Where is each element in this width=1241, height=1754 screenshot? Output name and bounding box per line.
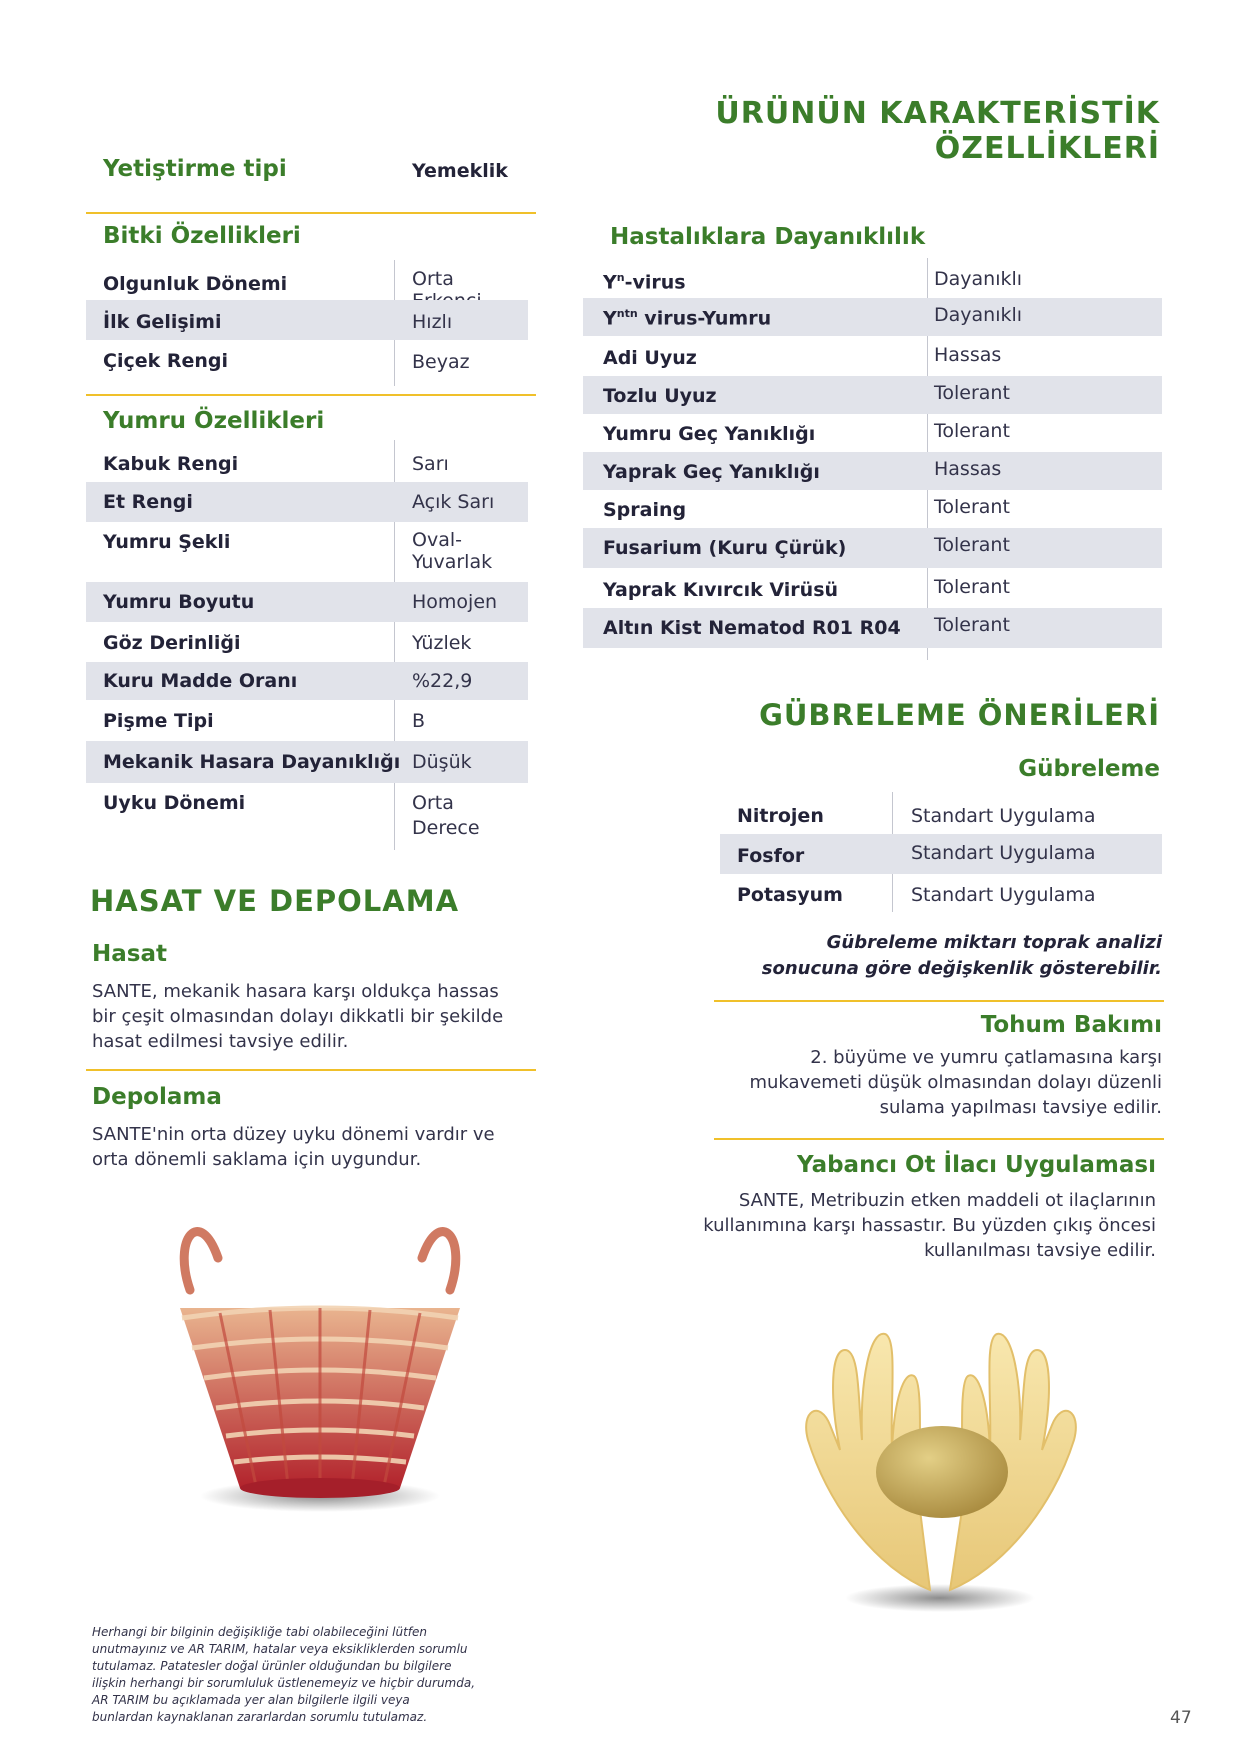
disease-label-text: Altın Kist Nematod R01 R04 xyxy=(603,617,901,639)
harvest-line: SANTE, mekanik hasara karşı oldukça hassas xyxy=(92,981,499,1002)
fertilization-row-value: Standart Uygulama xyxy=(911,805,1096,827)
page-title: ÜRÜNÜN KARAKTERİSTİK ÖZELLİKLERİ xyxy=(715,96,1160,166)
tuber-row-value: B xyxy=(412,710,426,732)
disease-row xyxy=(583,414,1162,452)
disease-row xyxy=(583,570,1162,608)
disclaimer-line: AR TARIM bu açıklamada yer alan bilgilerle ilgili veya xyxy=(92,1693,410,1707)
fertilization-note-line: Gübreleme miktarı toprak analizi xyxy=(826,932,1162,953)
plant-row-label: İlk Gelişimi xyxy=(103,311,222,333)
tuber-row xyxy=(86,700,528,740)
tuber-row-value-line: Orta xyxy=(412,792,454,814)
fertilization-row xyxy=(720,834,1162,874)
disease-label-text: -virus xyxy=(624,271,686,294)
storage-title: Depolama xyxy=(92,1084,222,1110)
page-number: 47 xyxy=(1170,1708,1192,1728)
disease-row-value: Tolerant xyxy=(934,420,1010,442)
disease-label-text: Yumru Geç Yanıklığı xyxy=(603,423,816,445)
disease-row-label xyxy=(603,461,820,483)
seed-care-line: 2. büyüme ve yumru çatlamasına karşı xyxy=(810,1047,1162,1068)
plant-row-value: Beyaz xyxy=(412,351,470,373)
disease-row xyxy=(583,262,1162,298)
disease-row-label xyxy=(603,499,686,521)
divider xyxy=(714,1138,1164,1140)
disease-row xyxy=(583,608,1162,648)
tuber-row xyxy=(86,482,528,522)
disclaimer-line: ilişkin herhangi bir sorumluluk üstlenemeyiz ve hiçbir durumda, xyxy=(92,1676,476,1690)
potato-basket-image xyxy=(160,1218,480,1518)
tuber-row xyxy=(86,522,528,580)
tuber-row-value-line: Derece xyxy=(412,817,480,839)
disease-row-value: Dayanıklı xyxy=(934,304,1023,326)
tuber-row xyxy=(86,784,528,850)
disease-label-text: Y xyxy=(603,307,617,330)
disease-row-value: Dayanıklı xyxy=(934,268,1023,290)
tuber-row-value: Yüzlek xyxy=(412,632,472,654)
disease-row xyxy=(583,490,1162,528)
fertilization-row xyxy=(720,874,1162,914)
fertilization-row-value: Standart Uygulama xyxy=(911,884,1096,906)
cultivation-value: Yemeklik xyxy=(412,160,508,182)
disease-row-label xyxy=(603,537,846,559)
storage-text xyxy=(92,1122,532,1172)
disease-section-title: Hastalıklara Dayanıklılık xyxy=(610,224,926,250)
tuber-row-label: Kuru Madde Oranı xyxy=(103,670,298,692)
fertilization-subtitle: Gübreleme xyxy=(1018,756,1160,782)
harvest-title: Hasat xyxy=(92,941,167,967)
disease-row-value: Hassas xyxy=(934,458,1002,480)
tuber-row-label: Kabuk Rengi xyxy=(103,453,239,475)
storage-line: SANTE'nin orta düzey uyku dönemi vardır ve xyxy=(92,1124,495,1145)
disease-row-label xyxy=(603,307,771,329)
disease-row-value: Tolerant xyxy=(934,496,1010,518)
herbicide-title: Yabancı Ot İlacı Uygulaması xyxy=(797,1152,1156,1178)
tuber-row-label: Pişme Tipi xyxy=(103,710,214,732)
plant-row-label: Çiçek Rengi xyxy=(103,350,229,372)
disclaimer-line: unutmayınız ve AR TARIM, hatalar veya eksikliklerden sorumlu xyxy=(92,1642,468,1656)
disease-row-value: Tolerant xyxy=(934,534,1010,556)
harvest-line: hasat edilmesi tavsiye edilir. xyxy=(92,1031,349,1052)
disclaimer-line: tutulamaz. Patatesler doğal ürünler olduğundan bu bilgilere xyxy=(92,1659,452,1673)
tuber-row-value-line: Yuvarlak xyxy=(412,551,493,573)
harvest-line: bir çeşit olmasından dolayı dikkatli bir şekilde xyxy=(92,1006,504,1027)
tuber-row-value xyxy=(412,529,492,573)
disclaimer-line: bunlardan kaynaklanan zararlardan sorumlu tutulamaz. xyxy=(92,1710,428,1724)
disease-row xyxy=(583,376,1162,414)
tuber-row-label: Et Rengi xyxy=(103,491,193,513)
disease-row xyxy=(583,338,1162,376)
disease-row-value: Hassas xyxy=(934,344,1002,366)
tuber-row-label: Yumru Boyutu xyxy=(103,591,255,613)
tuber-row-value xyxy=(412,791,480,841)
disclaimer-line: Herhangi bir bilginin değişikliğe tabi olabileceğini lütfen xyxy=(92,1625,427,1639)
disease-row xyxy=(583,528,1162,568)
tuber-row-value-line: Oval- xyxy=(412,529,462,551)
seed-care-line: sulama yapılması tavsiye edilir. xyxy=(879,1097,1162,1118)
tuber-row xyxy=(86,443,528,481)
seed-care-text xyxy=(680,1045,1162,1120)
plant-row-value: Hızlı xyxy=(412,311,453,333)
disease-label-text: Spraing xyxy=(603,499,687,521)
tuber-section-title: Yumru Özellikleri xyxy=(103,408,325,434)
disease-row xyxy=(583,452,1162,490)
disease-row-label xyxy=(603,579,838,601)
disclaimer xyxy=(92,1624,552,1726)
tuber-row-label: Göz Derinliği xyxy=(103,632,241,654)
disease-label-text: Yaprak Kıvırcık Virüsü xyxy=(603,579,839,601)
tuber-row-value: Sarı xyxy=(412,453,449,475)
fertilization-note xyxy=(700,930,1162,982)
plant-row xyxy=(86,262,528,300)
herbicide-line: kullanılması tavsiye edilir. xyxy=(924,1240,1156,1261)
potato-hands-image xyxy=(790,1320,1100,1620)
disease-row-label xyxy=(603,423,815,445)
storage-line: orta dönemli saklama için uygundur. xyxy=(92,1149,422,1170)
tuber-row xyxy=(86,582,528,622)
harvest-text xyxy=(92,979,532,1054)
disease-row-value: Tolerant xyxy=(934,614,1010,636)
tuber-row-label: Uyku Dönemi xyxy=(103,792,246,814)
disease-label-text: virus-Yumru xyxy=(637,307,772,330)
disease-label-text: Fusarium (Kuru Çürük) xyxy=(603,537,847,559)
disease-row-value: Tolerant xyxy=(934,576,1010,598)
herbicide-line: kullanımına karşı hassastır. Bu yüzden çıkış öncesi xyxy=(703,1215,1156,1236)
divider xyxy=(86,212,536,214)
disease-label-superscript: n xyxy=(616,271,625,284)
disease-row-label xyxy=(603,385,717,407)
disease-label-text: Adi Uyuz xyxy=(603,347,697,369)
tuber-row xyxy=(86,622,528,662)
disease-row-label xyxy=(603,271,686,293)
fertilization-row-label: Fosfor xyxy=(737,845,805,867)
seed-care-line: mukavemeti düşük olmasından dolayı düzenli xyxy=(749,1072,1162,1093)
plant-section-title: Bitki Özellikleri xyxy=(103,223,301,249)
plant-row xyxy=(86,300,528,340)
herbicide-text xyxy=(640,1188,1156,1263)
disease-label-text: Yaprak Geç Yanıklığı xyxy=(603,461,820,483)
tuber-row-label: Yumru Şekli xyxy=(103,531,231,553)
fertilization-row-label: Nitrojen xyxy=(737,805,824,827)
disease-row-value: Tolerant xyxy=(934,382,1010,404)
fertilization-row-label: Potasyum xyxy=(737,884,843,906)
tuber-row-value: %22,9 xyxy=(412,670,473,692)
tuber-row xyxy=(86,662,528,700)
tuber-row-value: Homojen xyxy=(412,591,498,613)
plant-row xyxy=(86,340,528,380)
disease-row-label xyxy=(603,347,697,369)
tuber-row-value: Düşük xyxy=(412,751,472,773)
tuber-row-label: Mekanik Hasara Dayanıklığı xyxy=(103,751,401,773)
herbicide-line: SANTE, Metribuzin etken maddeli ot ilaçlarının xyxy=(738,1190,1156,1211)
fertilization-note-line: sonucuna göre değişkenlik gösterebilir. xyxy=(761,958,1162,979)
disease-label-text: Y xyxy=(603,271,617,294)
fertilization-row xyxy=(720,796,1162,834)
seed-care-title: Tohum Bakımı xyxy=(980,1012,1162,1038)
tuber-row xyxy=(86,741,528,783)
plant-row-label: Olgunluk Dönemi xyxy=(103,273,288,295)
plant-row-value: Orta xyxy=(412,268,454,290)
fertilization-row-value: Standart Uygulama xyxy=(911,842,1096,864)
disease-row xyxy=(583,298,1162,336)
divider xyxy=(86,394,536,396)
disease-label-text: Tozlu Uyuz xyxy=(603,385,717,407)
divider xyxy=(86,1069,536,1071)
harvest-storage-title: HASAT VE DEPOLAMA xyxy=(90,884,460,918)
disease-label-superscript: ntn xyxy=(616,307,638,320)
cultivation-label: Yetiştirme tipi xyxy=(103,156,287,182)
divider xyxy=(714,1000,1164,1002)
disease-row-label xyxy=(603,617,901,639)
tuber-row-value: Açık Sarı xyxy=(412,491,495,513)
fertilization-title: GÜBRELEME ÖNERİLERİ xyxy=(759,698,1160,732)
